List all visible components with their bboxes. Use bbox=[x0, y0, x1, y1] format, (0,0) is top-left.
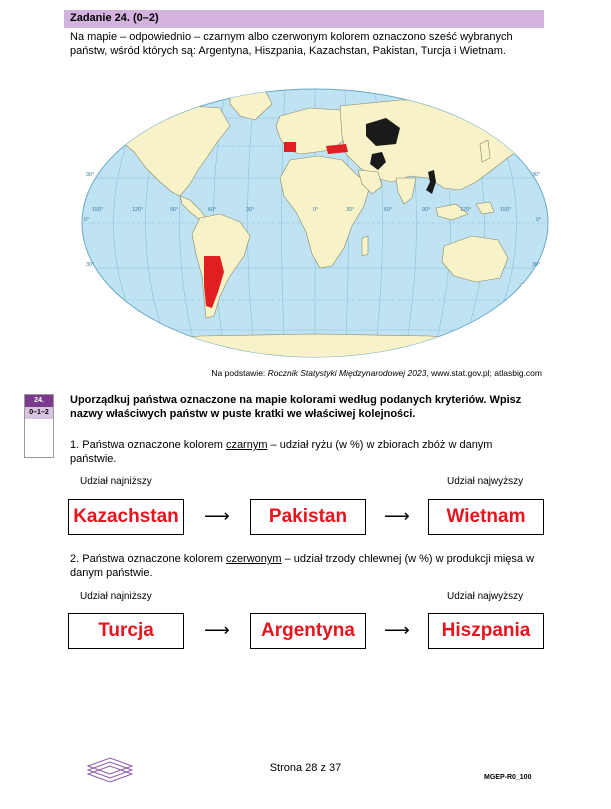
task-instruction: Uporządkuj państwa oznaczone na mapie kolorami według podanych kryteriów. Wpisz nazwy właściwych państw w puste kratki we właściwej kolejności. bbox=[70, 394, 522, 420]
lon-label: 30° bbox=[346, 207, 355, 213]
task-header bbox=[64, 10, 544, 28]
lon-label: 0° bbox=[313, 207, 319, 213]
lon-label: 60° bbox=[384, 207, 393, 213]
label-lowest: Udział najniższy bbox=[80, 476, 152, 487]
answer-box[interactable]: Turcja bbox=[68, 613, 184, 649]
source-suffix: , www.stat.gov.pl; atlasbig.com bbox=[426, 368, 542, 378]
exam-code: MGEP-R0_100 bbox=[484, 774, 532, 781]
arrow-icon: ⟶ bbox=[384, 506, 410, 526]
answer-box[interactable]: Hiszpania bbox=[428, 613, 544, 649]
lat-label: 0° bbox=[84, 217, 90, 223]
score-box bbox=[24, 394, 54, 458]
intro-text: Na mapie – odpowiednio – czarnym albo czerwonym kolorem oznaczono sześć wybranych państw, wśród których są: Argentyna, Hiszpania, Kazachstan, Pakistan, Turcja i Wietnam. bbox=[70, 31, 513, 57]
lon-label: 90° bbox=[422, 207, 431, 213]
item-2-text: 2. Państwa oznaczone kolorem czerwonym – udział trzody chlewnej (w %) w produkcji mięsa w danym państwie. bbox=[70, 553, 535, 579]
answer-box[interactable]: Pakistan bbox=[250, 499, 366, 535]
page-number: Strona 28 z 37 bbox=[269, 762, 342, 774]
lon-label: 150° bbox=[500, 207, 512, 213]
world-map-svg bbox=[80, 86, 550, 361]
score-scale: 0–1–2 bbox=[25, 407, 53, 419]
label-highest: Udział najwyższy bbox=[447, 591, 524, 602]
lon-label: 120° bbox=[460, 207, 472, 213]
task-title: Zadanie 24. (0–2) bbox=[70, 12, 159, 24]
spain-shape bbox=[284, 142, 296, 152]
source-title: Rocznik Statystyki Międzynarodowej 2023 bbox=[267, 368, 427, 378]
lon-label: 120° bbox=[132, 207, 144, 213]
lat-label: 30° bbox=[86, 262, 95, 268]
arrow-icon: ⟶ bbox=[204, 506, 230, 526]
item-1-text: 1. Państwa oznaczone kolorem czarnym – udział ryżu (w %) w zbiorach zbóż w danym państwie. bbox=[70, 439, 493, 465]
answer-box[interactable]: Wietnam bbox=[428, 499, 544, 535]
lon-label: 150° bbox=[92, 207, 104, 213]
lat-label: 30° bbox=[86, 172, 95, 178]
world-map bbox=[80, 86, 550, 361]
map-source bbox=[150, 368, 542, 378]
arrow-icon: ⟶ bbox=[204, 620, 230, 640]
lat-label: 30° bbox=[532, 172, 541, 178]
answer-box[interactable]: Argentyna bbox=[250, 613, 366, 649]
lon-label: 30° bbox=[246, 207, 255, 213]
label-lowest: Udział najniższy bbox=[80, 591, 152, 602]
lat-label: 30° bbox=[532, 262, 541, 268]
lon-label: 90° bbox=[170, 207, 179, 213]
lat-label: 0° bbox=[536, 217, 542, 223]
label-highest: Udział najwyższy bbox=[447, 476, 524, 487]
arrow-icon: ⟶ bbox=[384, 620, 410, 640]
source-prefix: Na podstawie: bbox=[211, 368, 268, 378]
task-number: 24. bbox=[25, 395, 53, 407]
lon-label: 60° bbox=[208, 207, 217, 213]
answer-box[interactable]: Kazachstan bbox=[68, 499, 184, 535]
